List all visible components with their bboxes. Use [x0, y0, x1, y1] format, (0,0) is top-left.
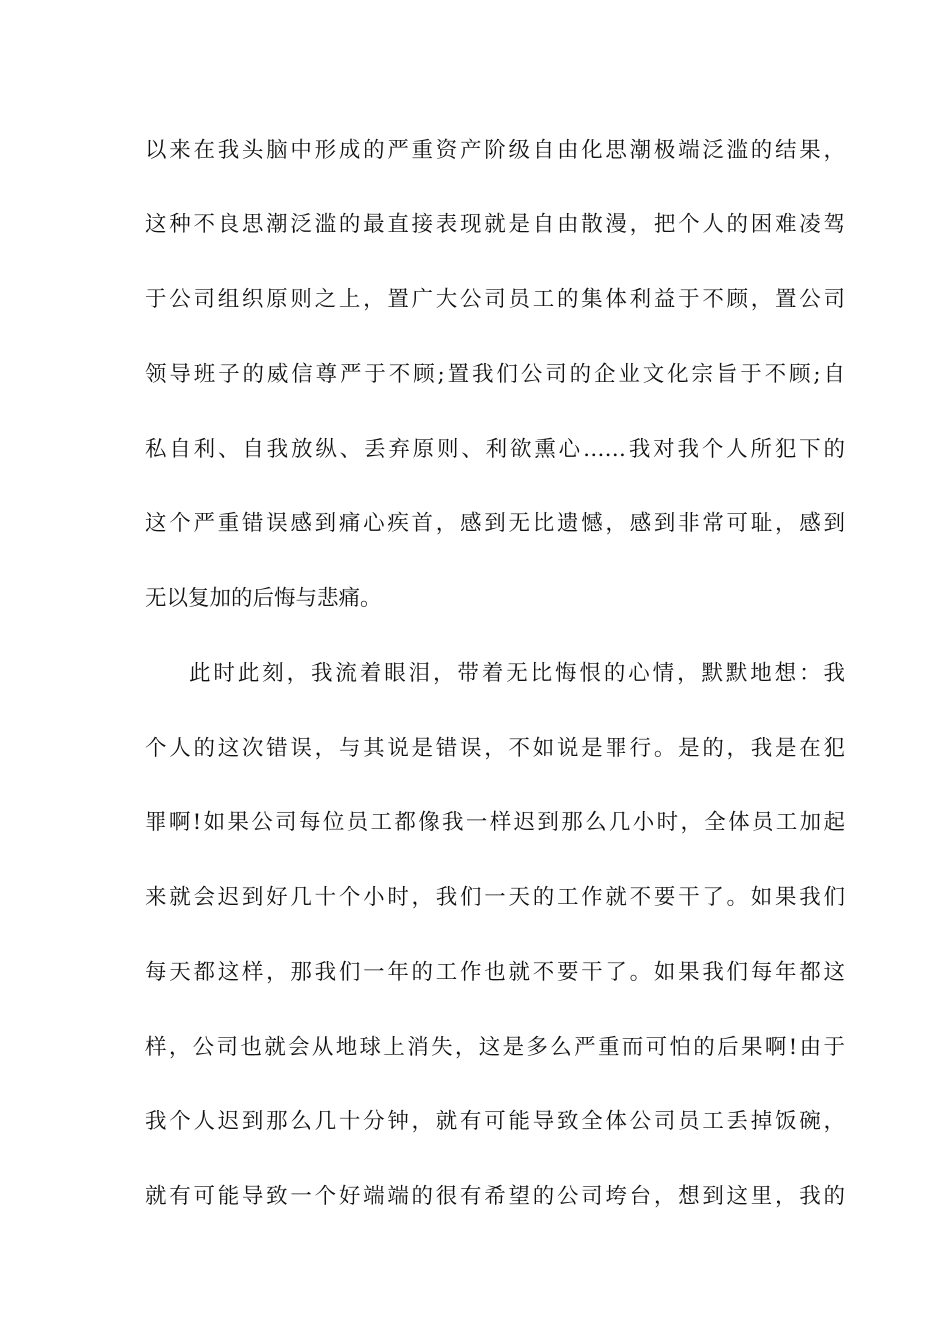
body-text-line: 来就会迟到好几十个小时，我们一天的工作就不要干了。如果我们 [145, 885, 845, 910]
body-text-line: 个人的这次错误，与其说是错误，不如说是罪行。是的，我是在犯 [145, 736, 845, 761]
body-text-line: 罪啊!如果公司每位员工都像我一样迟到那么几小时，全体员工加起 [145, 810, 845, 835]
paragraph-first-line: 此时此刻，我流着眼泪，带着无比悔恨的心情，默默地想：我 [189, 661, 845, 686]
body-text-line: 以来在我头脑中形成的严重资产阶级自由化思潮极端泛滥的结果， [145, 138, 845, 163]
body-text-line: 样，公司也就会从地球上消失，这是多么严重而可怕的后果啊!由于 [145, 1035, 845, 1060]
body-text-line: 就有可能导致一个好端端的很有希望的公司垮台，想到这里，我的 [145, 1184, 845, 1209]
body-text-line: 这个严重错误感到痛心疾首，感到无比遗憾，感到非常可耻，感到 [145, 511, 845, 536]
body-text-line: 这种不良思潮泛滥的最直接表现就是自由散漫，把个人的困难凌驾 [145, 212, 845, 237]
body-text-line: 领导班子的威信尊严于不顾;置我们公司的企业文化宗旨于不顾;自 [145, 362, 845, 387]
body-text-line: 每天都这样，那我们一年的工作也就不要干了。如果我们每年都这 [145, 960, 845, 985]
body-text-line: 私自利、自我放纵、丢弃原则、利欲熏心……我对我个人所犯下的 [145, 437, 845, 462]
body-text-line: 我个人迟到那么几十分钟，就有可能导致全体公司员工丢掉饭碗， [145, 1109, 845, 1134]
paragraph-end-line: 无以复加的后悔与悲痛。 [145, 586, 382, 611]
body-text-line: 于公司组织原则之上，置广大公司员工的集体利益于不顾，置公司 [145, 287, 845, 312]
